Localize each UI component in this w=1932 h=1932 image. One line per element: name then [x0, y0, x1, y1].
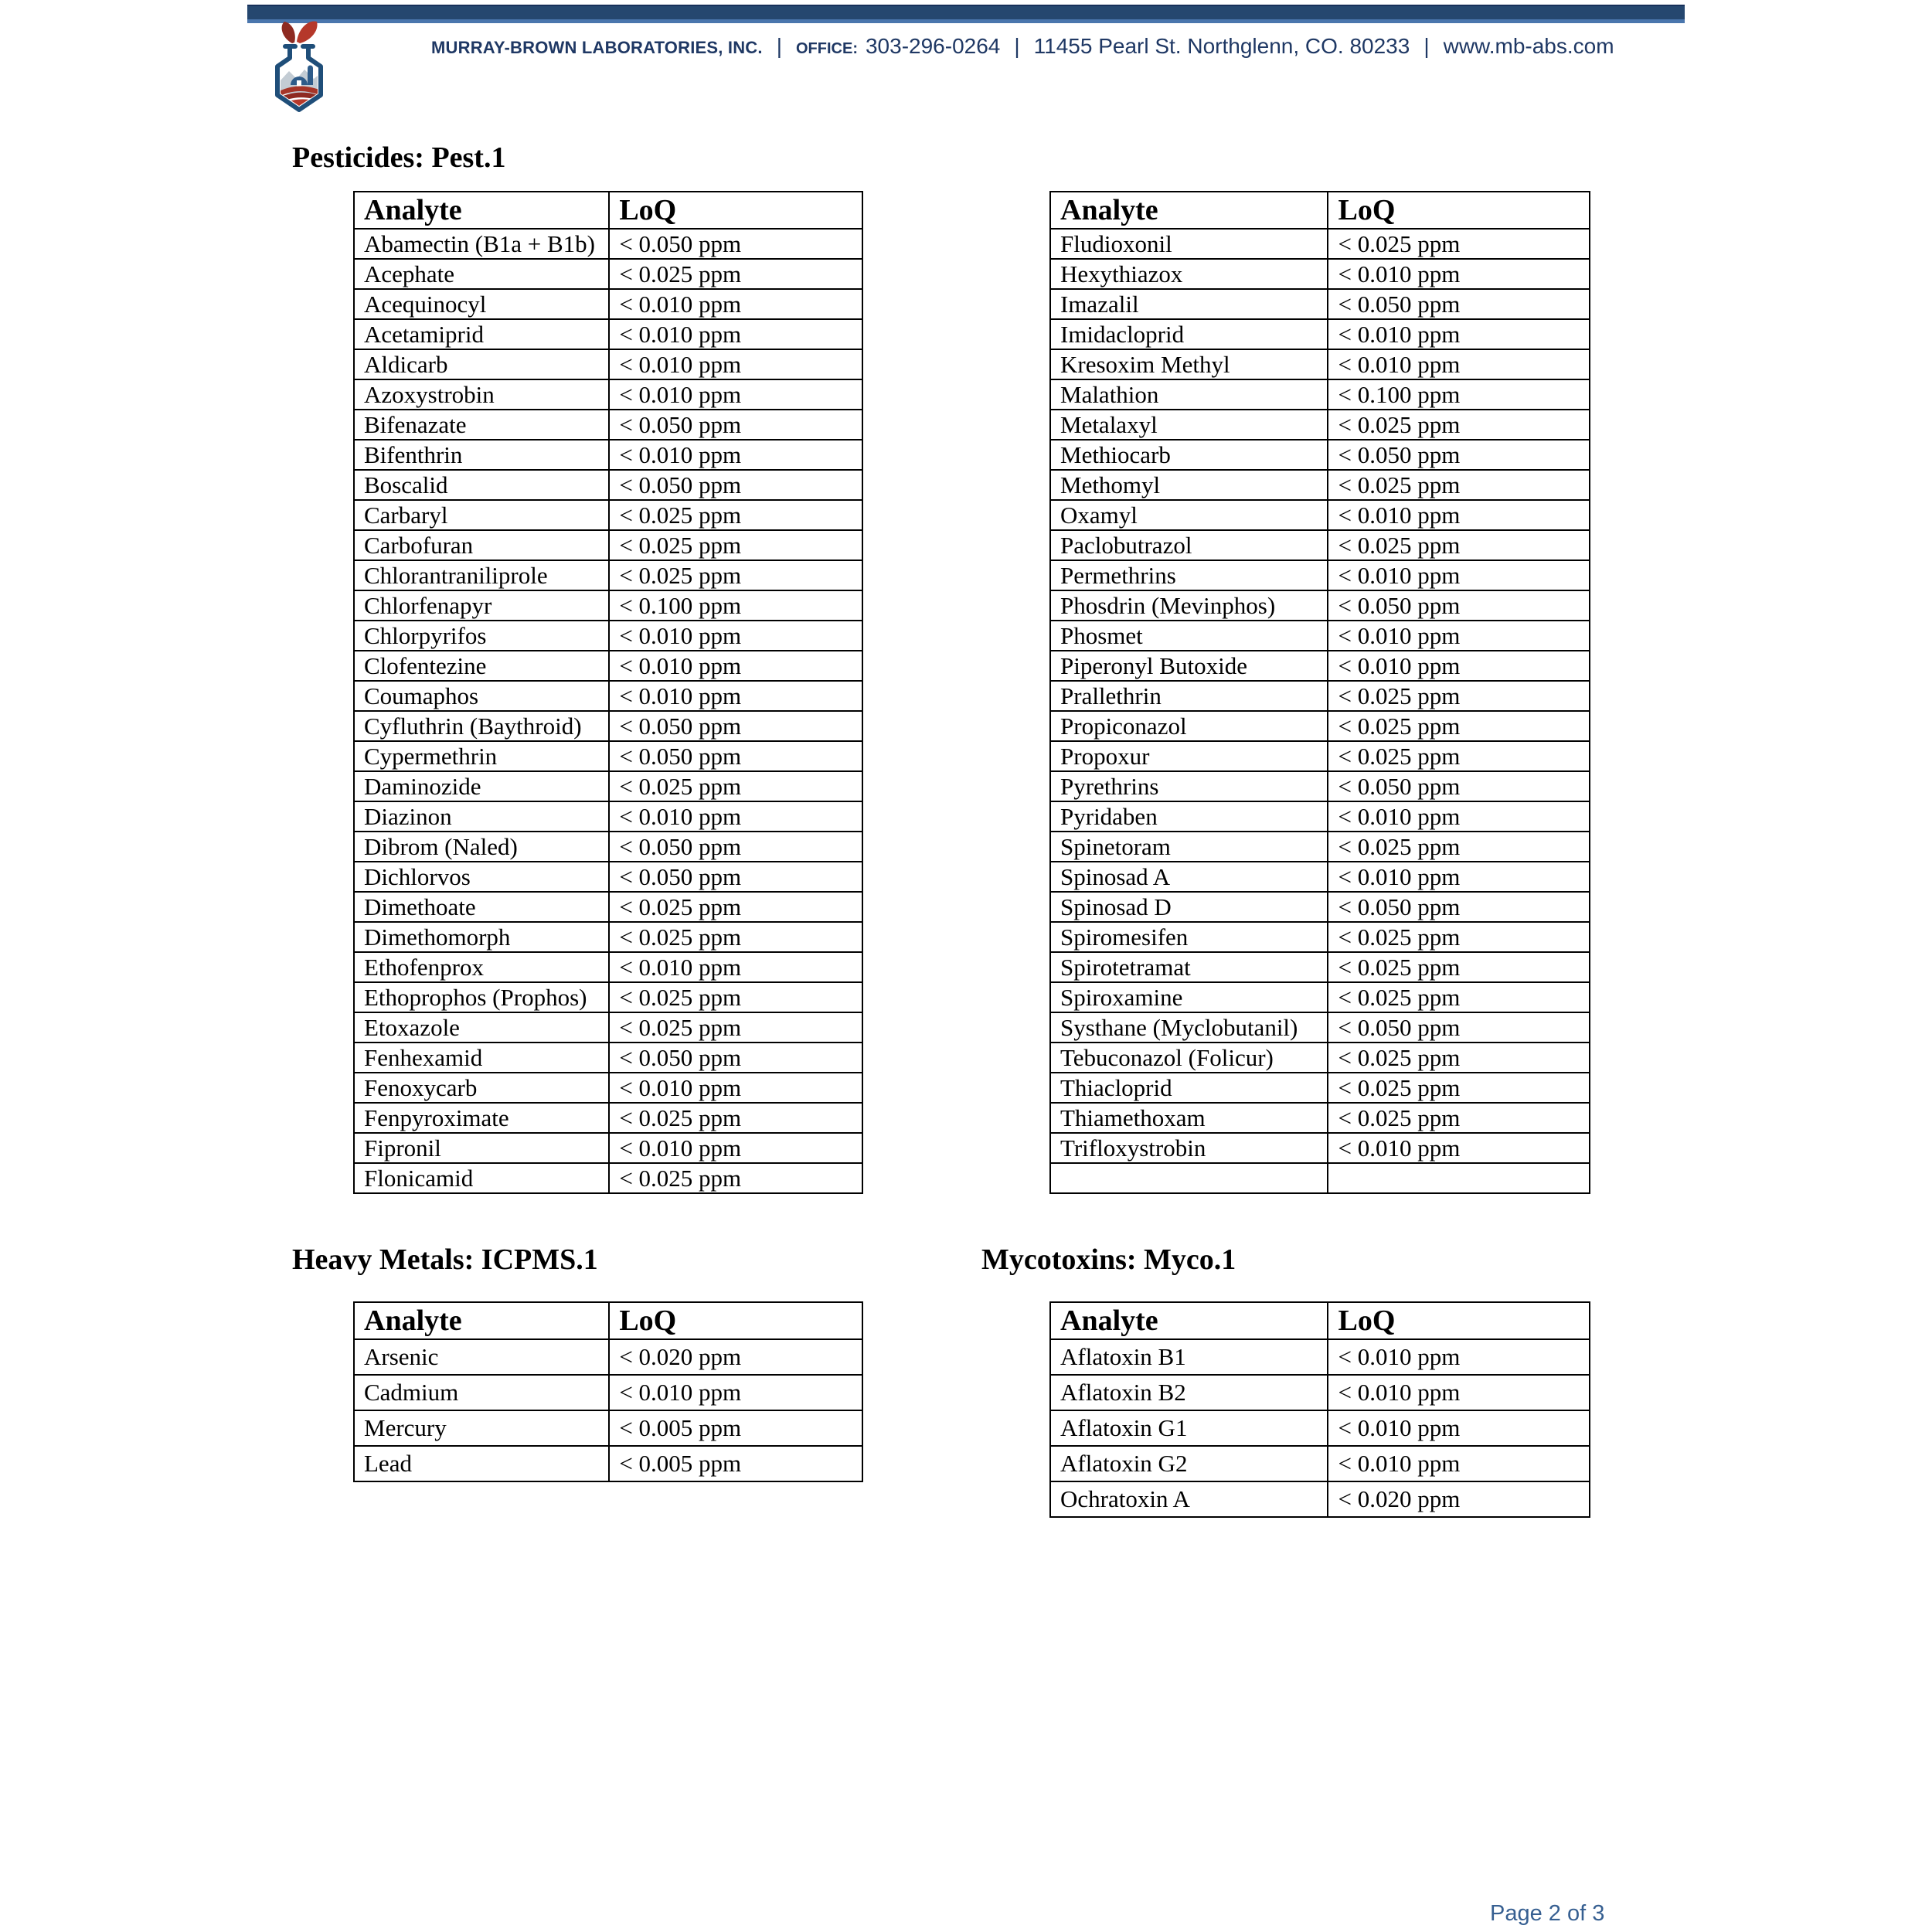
table-cell: Cadmium: [354, 1375, 609, 1410]
table-cell: Aflatoxin G1: [1050, 1410, 1328, 1446]
table-row: [1050, 1103, 1590, 1133]
table-cell: Fenpyroximate: [354, 1103, 609, 1133]
table-cell: Chlorpyrifos: [354, 621, 609, 651]
table-row: [1050, 982, 1590, 1012]
table-cell: < 0.010 ppm: [1328, 862, 1590, 892]
table-cell: < 0.025 ppm: [1328, 1103, 1590, 1133]
website-url: www.mb-abs.com: [1443, 34, 1614, 58]
table-row: [1050, 771, 1590, 801]
section-title-pesticides: Pesticides: Pest.1: [292, 141, 506, 174]
table-cell: Spiroxamine: [1050, 982, 1328, 1012]
table-cell: Piperonyl Butoxide: [1050, 651, 1328, 681]
table-cell: < 0.010 ppm: [609, 440, 862, 470]
table-cell: Acequinocyl: [354, 289, 609, 319]
table-cell: Etoxazole: [354, 1012, 609, 1043]
table-cell: < 0.010 ppm: [1328, 1133, 1590, 1163]
table-cell: < 0.025 ppm: [1328, 741, 1590, 771]
table-cell: < 0.025 ppm: [1328, 470, 1590, 500]
table-row: [354, 1163, 862, 1193]
table-cell: Phosdrin (Mevinphos): [1050, 590, 1328, 621]
table-cell: Spiromesifen: [1050, 922, 1328, 952]
table-row: [354, 621, 862, 651]
column-header-analyte: Analyte: [1050, 192, 1328, 229]
table-cell: Aflatoxin B1: [1050, 1339, 1328, 1375]
table-cell: Bifenthrin: [354, 440, 609, 470]
table-cell: Imazalil: [1050, 289, 1328, 319]
table-cell: < 0.005 ppm: [609, 1410, 862, 1446]
pesticides-table-right: [1049, 191, 1590, 1194]
table-header-row: [354, 192, 862, 229]
table-row: [1050, 1410, 1590, 1446]
table-cell: Thiamethoxam: [1050, 1103, 1328, 1133]
table-row: [354, 771, 862, 801]
table-cell: < 0.025 ppm: [609, 771, 862, 801]
table-cell: < 0.010 ppm: [609, 621, 862, 651]
table-cell: Fipronil: [354, 1133, 609, 1163]
table-cell: Cyfluthrin (Baythroid): [354, 711, 609, 741]
table-cell: Azoxystrobin: [354, 379, 609, 410]
table-cell: < 0.010 ppm: [1328, 560, 1590, 590]
column-header-loq: LoQ: [609, 1302, 862, 1339]
header-accent-bar: [247, 5, 1685, 23]
table-row: [1050, 681, 1590, 711]
table-row: [354, 832, 862, 862]
table-cell: < 0.010 ppm: [1328, 621, 1590, 651]
table-cell: Tebuconazol (Folicur): [1050, 1043, 1328, 1073]
section-title-heavy-metals: Heavy Metals: ICPMS.1: [292, 1243, 598, 1276]
table-cell: Arsenic: [354, 1339, 609, 1375]
table-cell: Fludioxonil: [1050, 229, 1328, 259]
table-row: [1050, 289, 1590, 319]
table-cell: < 0.050 ppm: [609, 862, 862, 892]
table-cell: Propiconazol: [1050, 711, 1328, 741]
table-cell: < 0.025 ppm: [1328, 1043, 1590, 1073]
table-row: [1050, 1375, 1590, 1410]
table-row: [354, 711, 862, 741]
table-cell: Fenoxycarb: [354, 1073, 609, 1103]
table-cell: Daminozide: [354, 771, 609, 801]
table-cell: Carbofuran: [354, 530, 609, 560]
table-cell: [1050, 1163, 1328, 1193]
table-cell: Kresoxim Methyl: [1050, 349, 1328, 379]
table-cell: Fenhexamid: [354, 1043, 609, 1073]
table-row: [354, 440, 862, 470]
table-row: [1050, 1012, 1590, 1043]
table-row: [1050, 1073, 1590, 1103]
table-cell: Aflatoxin B2: [1050, 1375, 1328, 1410]
table-cell: < 0.005 ppm: [609, 1446, 862, 1481]
table-cell: Dichlorvos: [354, 862, 609, 892]
table-cell: Coumaphos: [354, 681, 609, 711]
table-row: [354, 229, 862, 259]
table-row: [1050, 922, 1590, 952]
phone-number: 303-296-0264: [865, 34, 1001, 58]
table-cell: < 0.010 ppm: [609, 651, 862, 681]
table-header-row: [354, 1302, 862, 1339]
table-cell: < 0.050 ppm: [609, 229, 862, 259]
table-cell: Ochratoxin A: [1050, 1481, 1328, 1517]
table-cell: < 0.010 ppm: [1328, 319, 1590, 349]
table-cell: < 0.025 ppm: [609, 560, 862, 590]
table-cell: Spinosad A: [1050, 862, 1328, 892]
table-cell: Metalaxyl: [1050, 410, 1328, 440]
table-cell: < 0.050 ppm: [609, 741, 862, 771]
table-cell: Diazinon: [354, 801, 609, 832]
table-row: [354, 922, 862, 952]
table-cell: Bifenazate: [354, 410, 609, 440]
table-cell: Acetamiprid: [354, 319, 609, 349]
table-cell: Chlorantraniliprole: [354, 560, 609, 590]
table-cell: Dibrom (Naled): [354, 832, 609, 862]
table-cell: < 0.025 ppm: [609, 1103, 862, 1133]
table-cell: < 0.010 ppm: [1328, 259, 1590, 289]
table-cell: < 0.010 ppm: [609, 1073, 862, 1103]
table-row: [1050, 832, 1590, 862]
table-cell: Paclobutrazol: [1050, 530, 1328, 560]
table-cell: Spinosad D: [1050, 892, 1328, 922]
flask-farm-logo-icon: [267, 20, 331, 114]
table-row: [354, 681, 862, 711]
table-cell: Hexythiazox: [1050, 259, 1328, 289]
table-cell: < 0.010 ppm: [1328, 1446, 1590, 1481]
table-row: [1050, 379, 1590, 410]
table-cell: < 0.010 ppm: [609, 1133, 862, 1163]
table-header-row: [1050, 192, 1590, 229]
table-cell: < 0.025 ppm: [1328, 681, 1590, 711]
table-row: [1050, 319, 1590, 349]
table-cell: Pyrethrins: [1050, 771, 1328, 801]
table-row: [354, 1043, 862, 1073]
table-cell: < 0.025 ppm: [609, 259, 862, 289]
table-row: [1050, 1133, 1590, 1163]
table-row: [1050, 410, 1590, 440]
table-header-row: [1050, 1302, 1590, 1339]
table-cell: < 0.025 ppm: [609, 922, 862, 952]
table-row: [354, 319, 862, 349]
table-cell: Flonicamid: [354, 1163, 609, 1193]
table-cell: Pyridaben: [1050, 801, 1328, 832]
table-cell: < 0.025 ppm: [1328, 229, 1590, 259]
table-cell: Mercury: [354, 1410, 609, 1446]
table-cell: Phosmet: [1050, 621, 1328, 651]
table-cell: < 0.025 ppm: [609, 982, 862, 1012]
table-row: [1050, 1446, 1590, 1481]
header-contact-line: [431, 34, 1614, 70]
table-cell: Aflatoxin G2: [1050, 1446, 1328, 1481]
table-cell: < 0.025 ppm: [609, 892, 862, 922]
table-cell: < 0.010 ppm: [609, 289, 862, 319]
table-row: [1050, 530, 1590, 560]
table-cell: < 0.100 ppm: [1328, 379, 1590, 410]
table-cell: < 0.050 ppm: [1328, 590, 1590, 621]
table-row: [354, 1133, 862, 1163]
column-header-analyte: Analyte: [354, 1302, 609, 1339]
table-row: [354, 1073, 862, 1103]
table-cell: Oxamyl: [1050, 500, 1328, 530]
table-cell: < 0.025 ppm: [1328, 711, 1590, 741]
table-row: [354, 530, 862, 560]
table-row: [354, 379, 862, 410]
table-cell: Propoxur: [1050, 741, 1328, 771]
table-cell: < 0.010 ppm: [1328, 500, 1590, 530]
table-row: [354, 1012, 862, 1043]
table-cell: < 0.010 ppm: [609, 379, 862, 410]
table-cell: < 0.025 ppm: [1328, 1073, 1590, 1103]
table-cell: < 0.025 ppm: [1328, 982, 1590, 1012]
table-row: [1050, 440, 1590, 470]
heavy-metals-table: [353, 1301, 863, 1482]
table-cell: Lead: [354, 1446, 609, 1481]
table-cell: < 0.050 ppm: [609, 1043, 862, 1073]
table-cell: < 0.025 ppm: [609, 530, 862, 560]
table-cell: Dimethomorph: [354, 922, 609, 952]
page-number: Page 2 of 3: [1490, 1901, 1605, 1926]
table-cell: < 0.050 ppm: [1328, 892, 1590, 922]
table-row: [1050, 862, 1590, 892]
table-cell: Permethrins: [1050, 560, 1328, 590]
table-row: [354, 801, 862, 832]
table-row: [354, 1410, 862, 1446]
table-cell: Cypermethrin: [354, 741, 609, 771]
table-cell: Methiocarb: [1050, 440, 1328, 470]
column-header-analyte: Analyte: [1050, 1302, 1328, 1339]
table-cell: Boscalid: [354, 470, 609, 500]
table-cell: < 0.010 ppm: [1328, 651, 1590, 681]
table-cell: < 0.010 ppm: [609, 952, 862, 982]
table-cell: < 0.025 ppm: [1328, 952, 1590, 982]
table-row: [354, 892, 862, 922]
table-cell: Systhane (Myclobutanil): [1050, 1012, 1328, 1043]
table-cell: < 0.025 ppm: [1328, 922, 1590, 952]
table-cell: Carbaryl: [354, 500, 609, 530]
table-row: [354, 410, 862, 440]
table-cell: < 0.025 ppm: [609, 1163, 862, 1193]
column-header-analyte: Analyte: [354, 192, 609, 229]
table-cell: Dimethoate: [354, 892, 609, 922]
table-cell: Spinetoram: [1050, 832, 1328, 862]
table-cell: < 0.050 ppm: [1328, 440, 1590, 470]
table-cell: < 0.010 ppm: [1328, 1339, 1590, 1375]
column-header-loq: LoQ: [609, 192, 862, 229]
table-cell: < 0.050 ppm: [609, 410, 862, 440]
table-row: [1050, 590, 1590, 621]
table-row: [1050, 259, 1590, 289]
table-cell: < 0.010 ppm: [609, 349, 862, 379]
table-cell: Trifloxystrobin: [1050, 1133, 1328, 1163]
separator: |: [776, 34, 782, 58]
table-cell: Thiacloprid: [1050, 1073, 1328, 1103]
mycotoxins-table: [1049, 1301, 1590, 1518]
table-row: [354, 470, 862, 500]
table-row: [1050, 621, 1590, 651]
table-row: [1050, 470, 1590, 500]
table-cell: < 0.050 ppm: [1328, 1012, 1590, 1043]
table-cell: Malathion: [1050, 379, 1328, 410]
table-row: [354, 982, 862, 1012]
table-row: [354, 952, 862, 982]
table-cell: Prallethrin: [1050, 681, 1328, 711]
table-row: [1050, 1043, 1590, 1073]
table-cell: Acephate: [354, 259, 609, 289]
table-cell: Spirotetramat: [1050, 952, 1328, 982]
table-cell: < 0.025 ppm: [609, 500, 862, 530]
table-cell: Aldicarb: [354, 349, 609, 379]
column-header-loq: LoQ: [1328, 1302, 1590, 1339]
table-row: [354, 289, 862, 319]
table-row: [354, 590, 862, 621]
table-cell: < 0.020 ppm: [1328, 1481, 1590, 1517]
table-cell: < 0.010 ppm: [609, 1375, 862, 1410]
table-cell: < 0.050 ppm: [609, 711, 862, 741]
table-row: [1050, 1163, 1590, 1193]
table-cell: Clofentezine: [354, 651, 609, 681]
table-cell: < 0.020 ppm: [609, 1339, 862, 1375]
table-cell: < 0.010 ppm: [1328, 1410, 1590, 1446]
table-cell: < 0.010 ppm: [609, 681, 862, 711]
table-cell: < 0.010 ppm: [609, 319, 862, 349]
table-row: [1050, 892, 1590, 922]
table-row: [1050, 651, 1590, 681]
table-cell: Methomyl: [1050, 470, 1328, 500]
table-row: [354, 560, 862, 590]
table-row: [354, 349, 862, 379]
table-row: [1050, 560, 1590, 590]
table-row: [1050, 349, 1590, 379]
table-cell: < 0.050 ppm: [609, 832, 862, 862]
table-cell: < 0.050 ppm: [1328, 289, 1590, 319]
table-row: [1050, 741, 1590, 771]
table-cell: [1328, 1163, 1590, 1193]
table-cell: < 0.010 ppm: [1328, 1375, 1590, 1410]
table-row: [354, 741, 862, 771]
table-row: [354, 500, 862, 530]
table-cell: < 0.025 ppm: [1328, 530, 1590, 560]
table-cell: < 0.050 ppm: [1328, 771, 1590, 801]
table-row: [354, 1375, 862, 1410]
table-cell: < 0.050 ppm: [609, 470, 862, 500]
table-row: [1050, 801, 1590, 832]
address: 11455 Pearl St. Northglenn, CO. 80233: [1033, 34, 1410, 58]
table-cell: < 0.025 ppm: [609, 1012, 862, 1043]
table-cell: < 0.025 ppm: [1328, 832, 1590, 862]
table-row: [1050, 952, 1590, 982]
table-row: [354, 1339, 862, 1375]
table-cell: Abamectin (B1a + B1b): [354, 229, 609, 259]
separator: |: [1014, 34, 1020, 58]
table-row: [1050, 500, 1590, 530]
company-name: MURRAY-BROWN LABORATORIES, INC.: [431, 38, 763, 57]
section-title-mycotoxins: Mycotoxins: Myco.1: [981, 1243, 1236, 1276]
table-cell: Chlorfenapyr: [354, 590, 609, 621]
table-cell: Ethoprophos (Prophos): [354, 982, 609, 1012]
table-cell: Ethofenprox: [354, 952, 609, 982]
separator: |: [1423, 34, 1430, 58]
table-cell: Imidacloprid: [1050, 319, 1328, 349]
table-cell: < 0.010 ppm: [609, 801, 862, 832]
table-row: [354, 1103, 862, 1133]
table-row: [354, 651, 862, 681]
column-header-loq: LoQ: [1328, 192, 1590, 229]
table-cell: < 0.010 ppm: [1328, 801, 1590, 832]
pesticides-table-left: [353, 191, 863, 1194]
table-cell: < 0.010 ppm: [1328, 349, 1590, 379]
table-row: [1050, 229, 1590, 259]
office-label: OFFICE:: [795, 40, 858, 57]
table-row: [1050, 1481, 1590, 1517]
table-row: [354, 862, 862, 892]
table-row: [1050, 711, 1590, 741]
table-row: [354, 259, 862, 289]
table-row: [1050, 1339, 1590, 1375]
table-cell: < 0.100 ppm: [609, 590, 862, 621]
table-row: [354, 1446, 862, 1481]
table-cell: < 0.025 ppm: [1328, 410, 1590, 440]
